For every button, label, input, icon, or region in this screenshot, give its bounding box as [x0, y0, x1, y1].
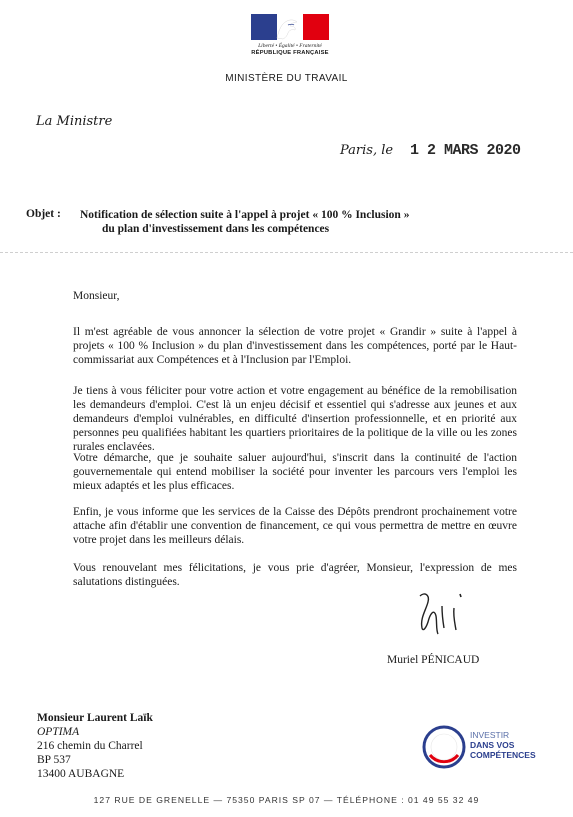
date-place: Paris, le — [340, 143, 394, 158]
paragraph-3: Votre démarche, que je souhaite saluer aujourd'hui, s'inscrit dans la continuité de l'action gouvernementale qui entend mobiliser la société pour inventer les parcours vers l'emploi les mieux adaptés et les plus efficaces. — [73, 452, 517, 492]
recipient-city: 13400 AUBAGNE — [37, 768, 125, 780]
handwritten-signature — [416, 588, 476, 638]
footer-address: 127 RUE DE GRENELLE — 75350 PARIS SP 07 — TÉLÉPHONE : 01 49 55 32 49 — [93, 795, 480, 805]
signer-name: Muriel PÉNICAUD — [387, 654, 480, 666]
recipient-name: Monsieur Laurent Laïk — [37, 712, 153, 724]
ministry-name: MINISTÈRE DU TRAVAIL — [225, 73, 348, 84]
paragraph-1: Il m'est agréable de vous annoncer la sélection de votre projet « Grandir » suite à l'appel à projets « 100 % Inclusion » du plan d'investissement dans les compétences, porté par le Haut-commissariat aux Compétences et à l'Inclusion par l'Emploi. — [73, 326, 517, 366]
paragraph-4: Enfin, je vous informe que les services de la Caisse des Dépôts prendront prochainement votre attache afin d'établir une convention de financement, ce qui vous permettra de mettre en œuvre votre projet dans les meilleurs délais. — [73, 506, 517, 546]
subject-line-1: Notification de sélection suite à l'appel à projet « 100 % Inclusion » — [80, 209, 410, 221]
date-stamp: 1 2 MARS 2020 — [410, 142, 521, 159]
badge-line-3: COMPÉTENCES — [470, 750, 536, 760]
recipient-bp: BP 537 — [37, 754, 71, 766]
republic-name: RÉPUBLIQUE FRANÇAISE — [251, 50, 329, 56]
investir-competences-text — [470, 730, 536, 760]
recipient-street: 216 chemin du Charrel — [37, 740, 143, 752]
marianne-logo — [251, 14, 329, 56]
recipient-address — [37, 711, 153, 781]
republic-motto: Liberté • Égalité • Fraternité — [258, 43, 322, 49]
subject-label: Objet : — [26, 208, 61, 220]
investir-competences-logo — [422, 725, 466, 769]
minister-title: La Ministre — [36, 114, 113, 129]
marianne-profile-icon — [269, 16, 309, 40]
recipient-company: OPTIMA — [37, 726, 80, 738]
paragraph-5: Vous renouvelant mes félicitations, je vous prie d'agréer, Monsieur, l'expression de mes salutations distinguées. — [73, 562, 517, 588]
paragraph-2: Je tiens à vous féliciter pour votre action et votre engagement au bénéfice de la remobilisation les demandeurs d'emploi. C'est là un enjeu décisif et essentiel qui s'adresse aux jeunes et aux demandeurs d'emploi vulnérables, en difficulté d'insertion professionnelle, et en priorité aux personnes peu qualifiées habitant les quartiers prioritaires de la politique de la ville ou les zones rurales enclavées. — [73, 385, 517, 453]
divider — [0, 252, 573, 253]
subject-line-2: du plan d'investissement dans les compétences — [102, 223, 330, 235]
tricolor-flag — [251, 14, 329, 40]
subject-text — [80, 208, 440, 236]
badge-line-2: DANS VOS — [470, 740, 515, 750]
salutation: Monsieur, — [73, 290, 120, 302]
badge-line-1: INVESTIR — [470, 730, 510, 740]
